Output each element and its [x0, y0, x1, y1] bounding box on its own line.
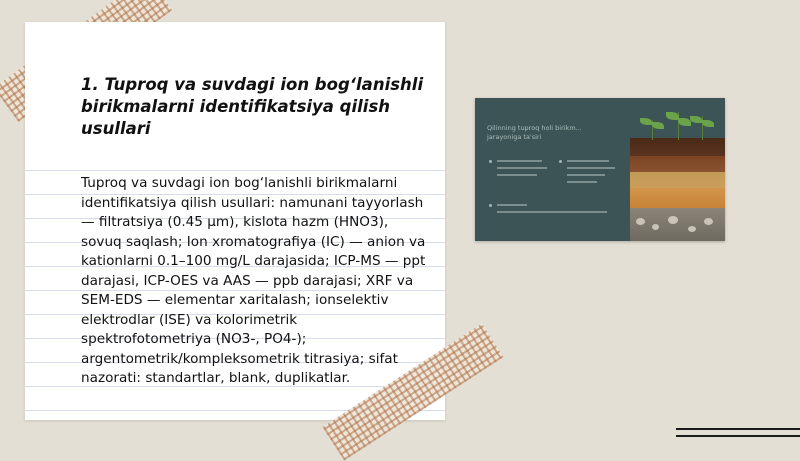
thumbnail-text-line: [497, 167, 547, 169]
decorative-lines: [676, 428, 800, 442]
thumbnail-title: Qilinning tuproq holi birikm... jarayoniga ta'siri: [487, 124, 582, 141]
slide-body-text: Tuproq va suvdagi ion bog‘lanishli birikmalarni identifikatsiya qilish usullari: namunani tayyorlash — filtratsiya (0.45 μm), kislota hazm (HNO3), sovuq saqlash; Ion xromatografiya (IC) — anion va kationlarni 0.1–100 mg/L darajasida; ICP-MS — ppt darajasi, ICP-OES va AAS — ppb darajasi; XRF va SEM-EDS — elementar xaritalash; ionselektiv elektrodlar (ISE) va kolorimetrik spektrofotometriya (NO3-, PO4-); argentometrik/kompleksometrik titrasiya; sifat nazorati: standartlar, blank, duplikatlar.: [81, 175, 426, 386]
soil-layers-illustration: [630, 98, 725, 241]
thumbnail-bullet: [489, 160, 492, 163]
thumbnail-text-line: [567, 181, 597, 183]
thumbnail-text-line: [497, 211, 607, 213]
thumbnail-text-line: [567, 167, 615, 169]
pebble: [636, 218, 645, 225]
thumbnail-text-line: [567, 174, 605, 176]
pebble: [688, 226, 696, 232]
thumbnail-bullet: [559, 160, 562, 163]
thumbnail-bullet: [489, 204, 492, 207]
plant-leaf: [640, 118, 652, 125]
thumbnail-text-line: [567, 160, 609, 162]
plant-leaf: [702, 120, 714, 127]
slide-thumbnail-image: [475, 98, 725, 241]
slide-title: 1. Tuproq va suvdagi ion bog‘lanishli birikmalarni identifikatsiya qilish usullari: [81, 75, 424, 138]
pebble: [652, 224, 659, 230]
pebble: [704, 218, 713, 225]
plant-leaf: [652, 122, 664, 129]
thumbnail-text-line: [497, 174, 537, 176]
pebble: [668, 216, 678, 224]
thumbnail-text-line: [497, 204, 527, 206]
plant-leaf: [690, 116, 702, 123]
note-card: [25, 22, 445, 420]
thumbnail-text-line: [497, 160, 542, 162]
